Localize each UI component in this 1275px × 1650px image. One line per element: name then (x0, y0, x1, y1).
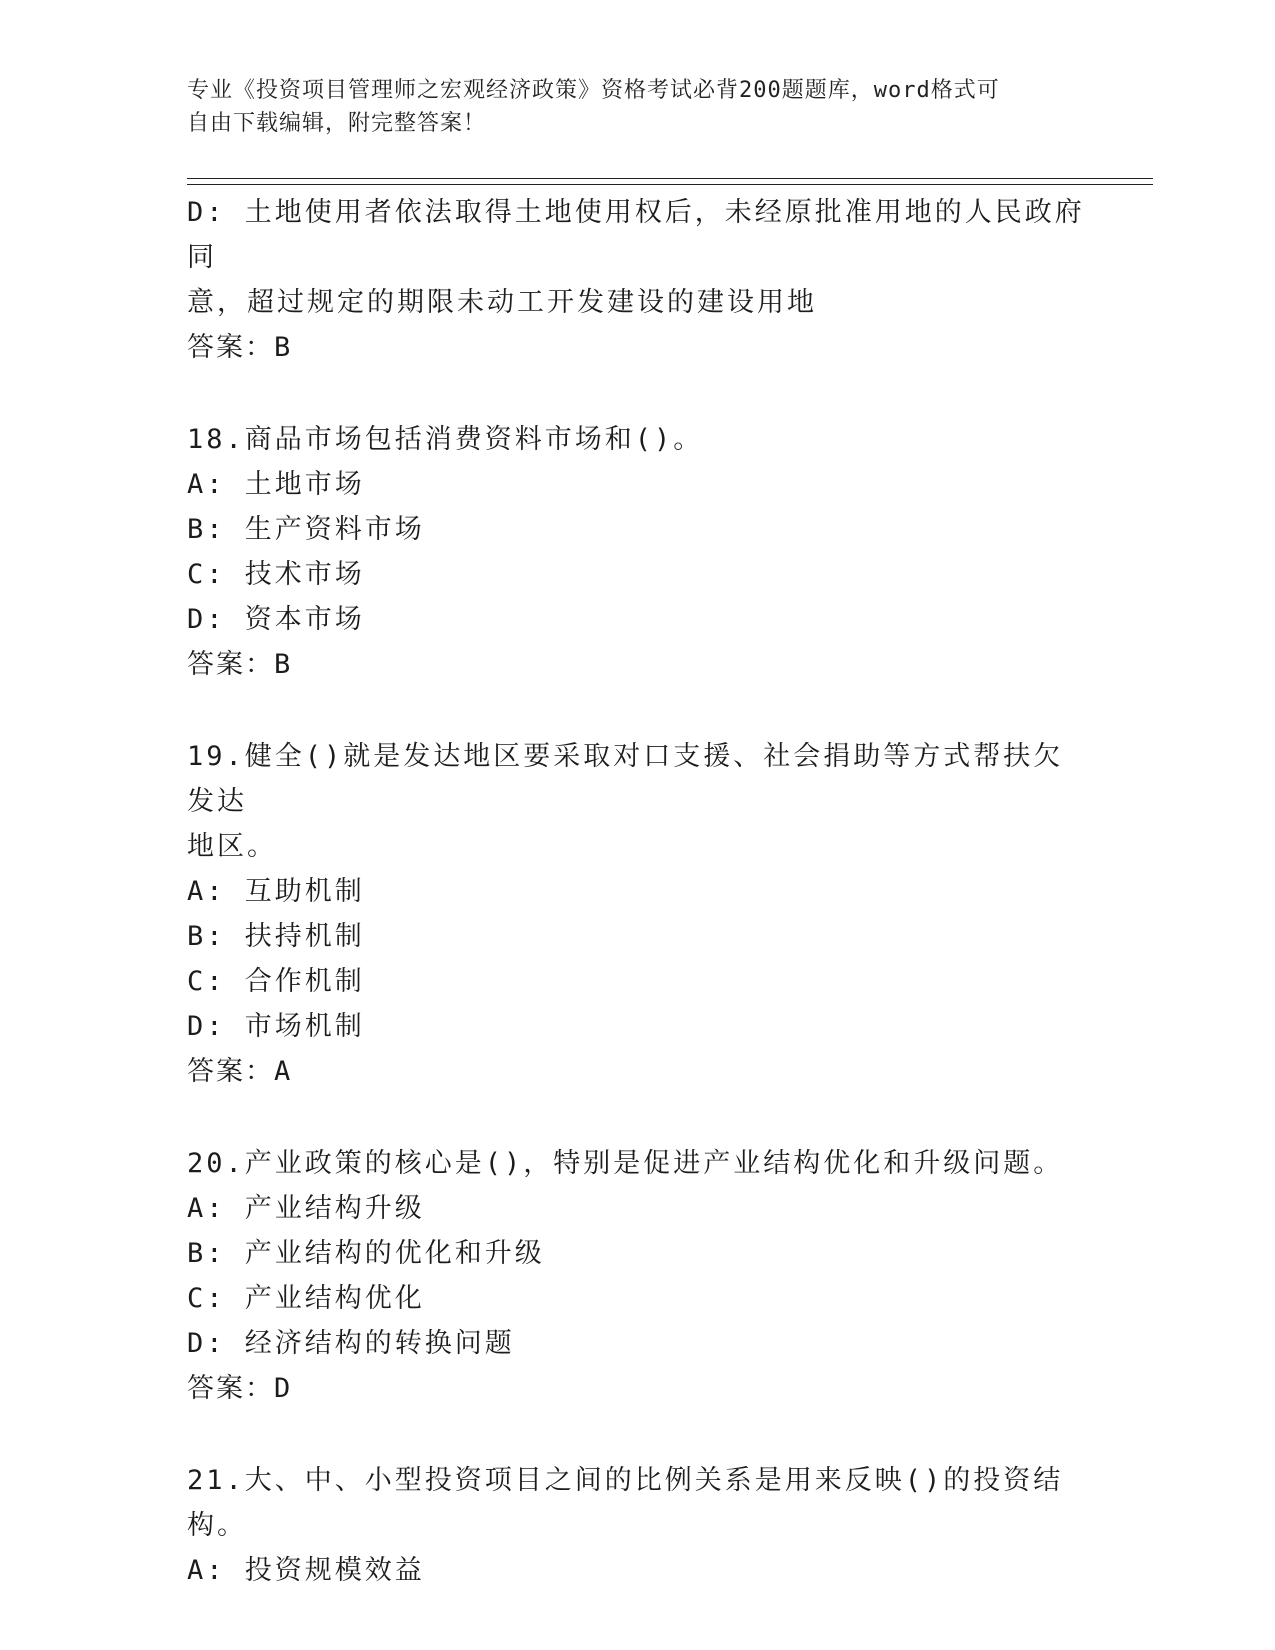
option-a: A: 产业结构升级 (187, 1193, 425, 1224)
option-d: D: 市场机制 (187, 1011, 365, 1042)
question-stem: 21.大、中、小型投资项目之间的比例关系是用来反映()的投资结构。 (187, 1465, 1064, 1541)
question-20 (187, 1141, 1087, 1411)
option-d-line-1: D: 土地使用者依法取得土地使用权后，未经原批准用地的人民政府同 (187, 197, 1085, 273)
question-stem: 18.商品市场包括消费资料市场和()。 (187, 424, 704, 455)
option-b: B: 扶持机制 (187, 921, 365, 952)
question-stem-continued: 地区。 (187, 831, 277, 862)
option-d-line-2: 意，超过规定的期限未动工开发建设的建设用地 (187, 287, 817, 318)
question-21 (187, 1458, 1087, 1593)
option-d: D: 经济结构的转换问题 (187, 1328, 515, 1359)
option-d: D: 资本市场 (187, 604, 365, 635)
page-header (187, 74, 1087, 140)
option-b: B: 产业结构的优化和升级 (187, 1238, 545, 1269)
option-c: C: 产业结构优化 (187, 1283, 425, 1314)
answer-value: B (274, 649, 293, 680)
answer-label: 答案： (187, 1373, 274, 1404)
option-c: C: 技术市场 (187, 559, 365, 590)
answer-value: D (274, 1373, 293, 1404)
question-stem: 19.健全()就是发达地区要采取对口支援、社会捐助等方式帮扶欠发达 (187, 741, 1064, 817)
header-title-line-1: 专业《投资项目管理师之宏观经济政策》资格考试必背200题题库，word格式可 (187, 78, 1000, 103)
answer-value: B (274, 332, 293, 363)
document-body (187, 190, 1087, 1593)
answer-label: 答案： (187, 1056, 274, 1087)
continued-question-17 (187, 190, 1087, 370)
question-19 (187, 734, 1087, 1094)
option-a: A: 投资规模效益 (187, 1555, 425, 1586)
answer-value: A (274, 1056, 293, 1087)
answer-line (187, 325, 1087, 370)
answer-label: 答案： (187, 332, 274, 363)
answer-line (187, 642, 1087, 687)
option-c: C: 合作机制 (187, 966, 365, 997)
option-b: B: 生产资料市场 (187, 514, 425, 545)
answer-line (187, 1366, 1087, 1411)
question-stem: 20.产业政策的核心是()，特别是促进产业结构优化和升级问题。 (187, 1148, 1064, 1179)
option-a: A: 互助机制 (187, 876, 365, 907)
option-a: A: 土地市场 (187, 469, 365, 500)
header-title-line-2: 自由下载编辑，附完整答案！ (187, 111, 487, 136)
answer-line (187, 1049, 1087, 1094)
answer-label: 答案： (187, 649, 274, 680)
header-double-rule (187, 178, 1153, 185)
question-18 (187, 417, 1087, 687)
